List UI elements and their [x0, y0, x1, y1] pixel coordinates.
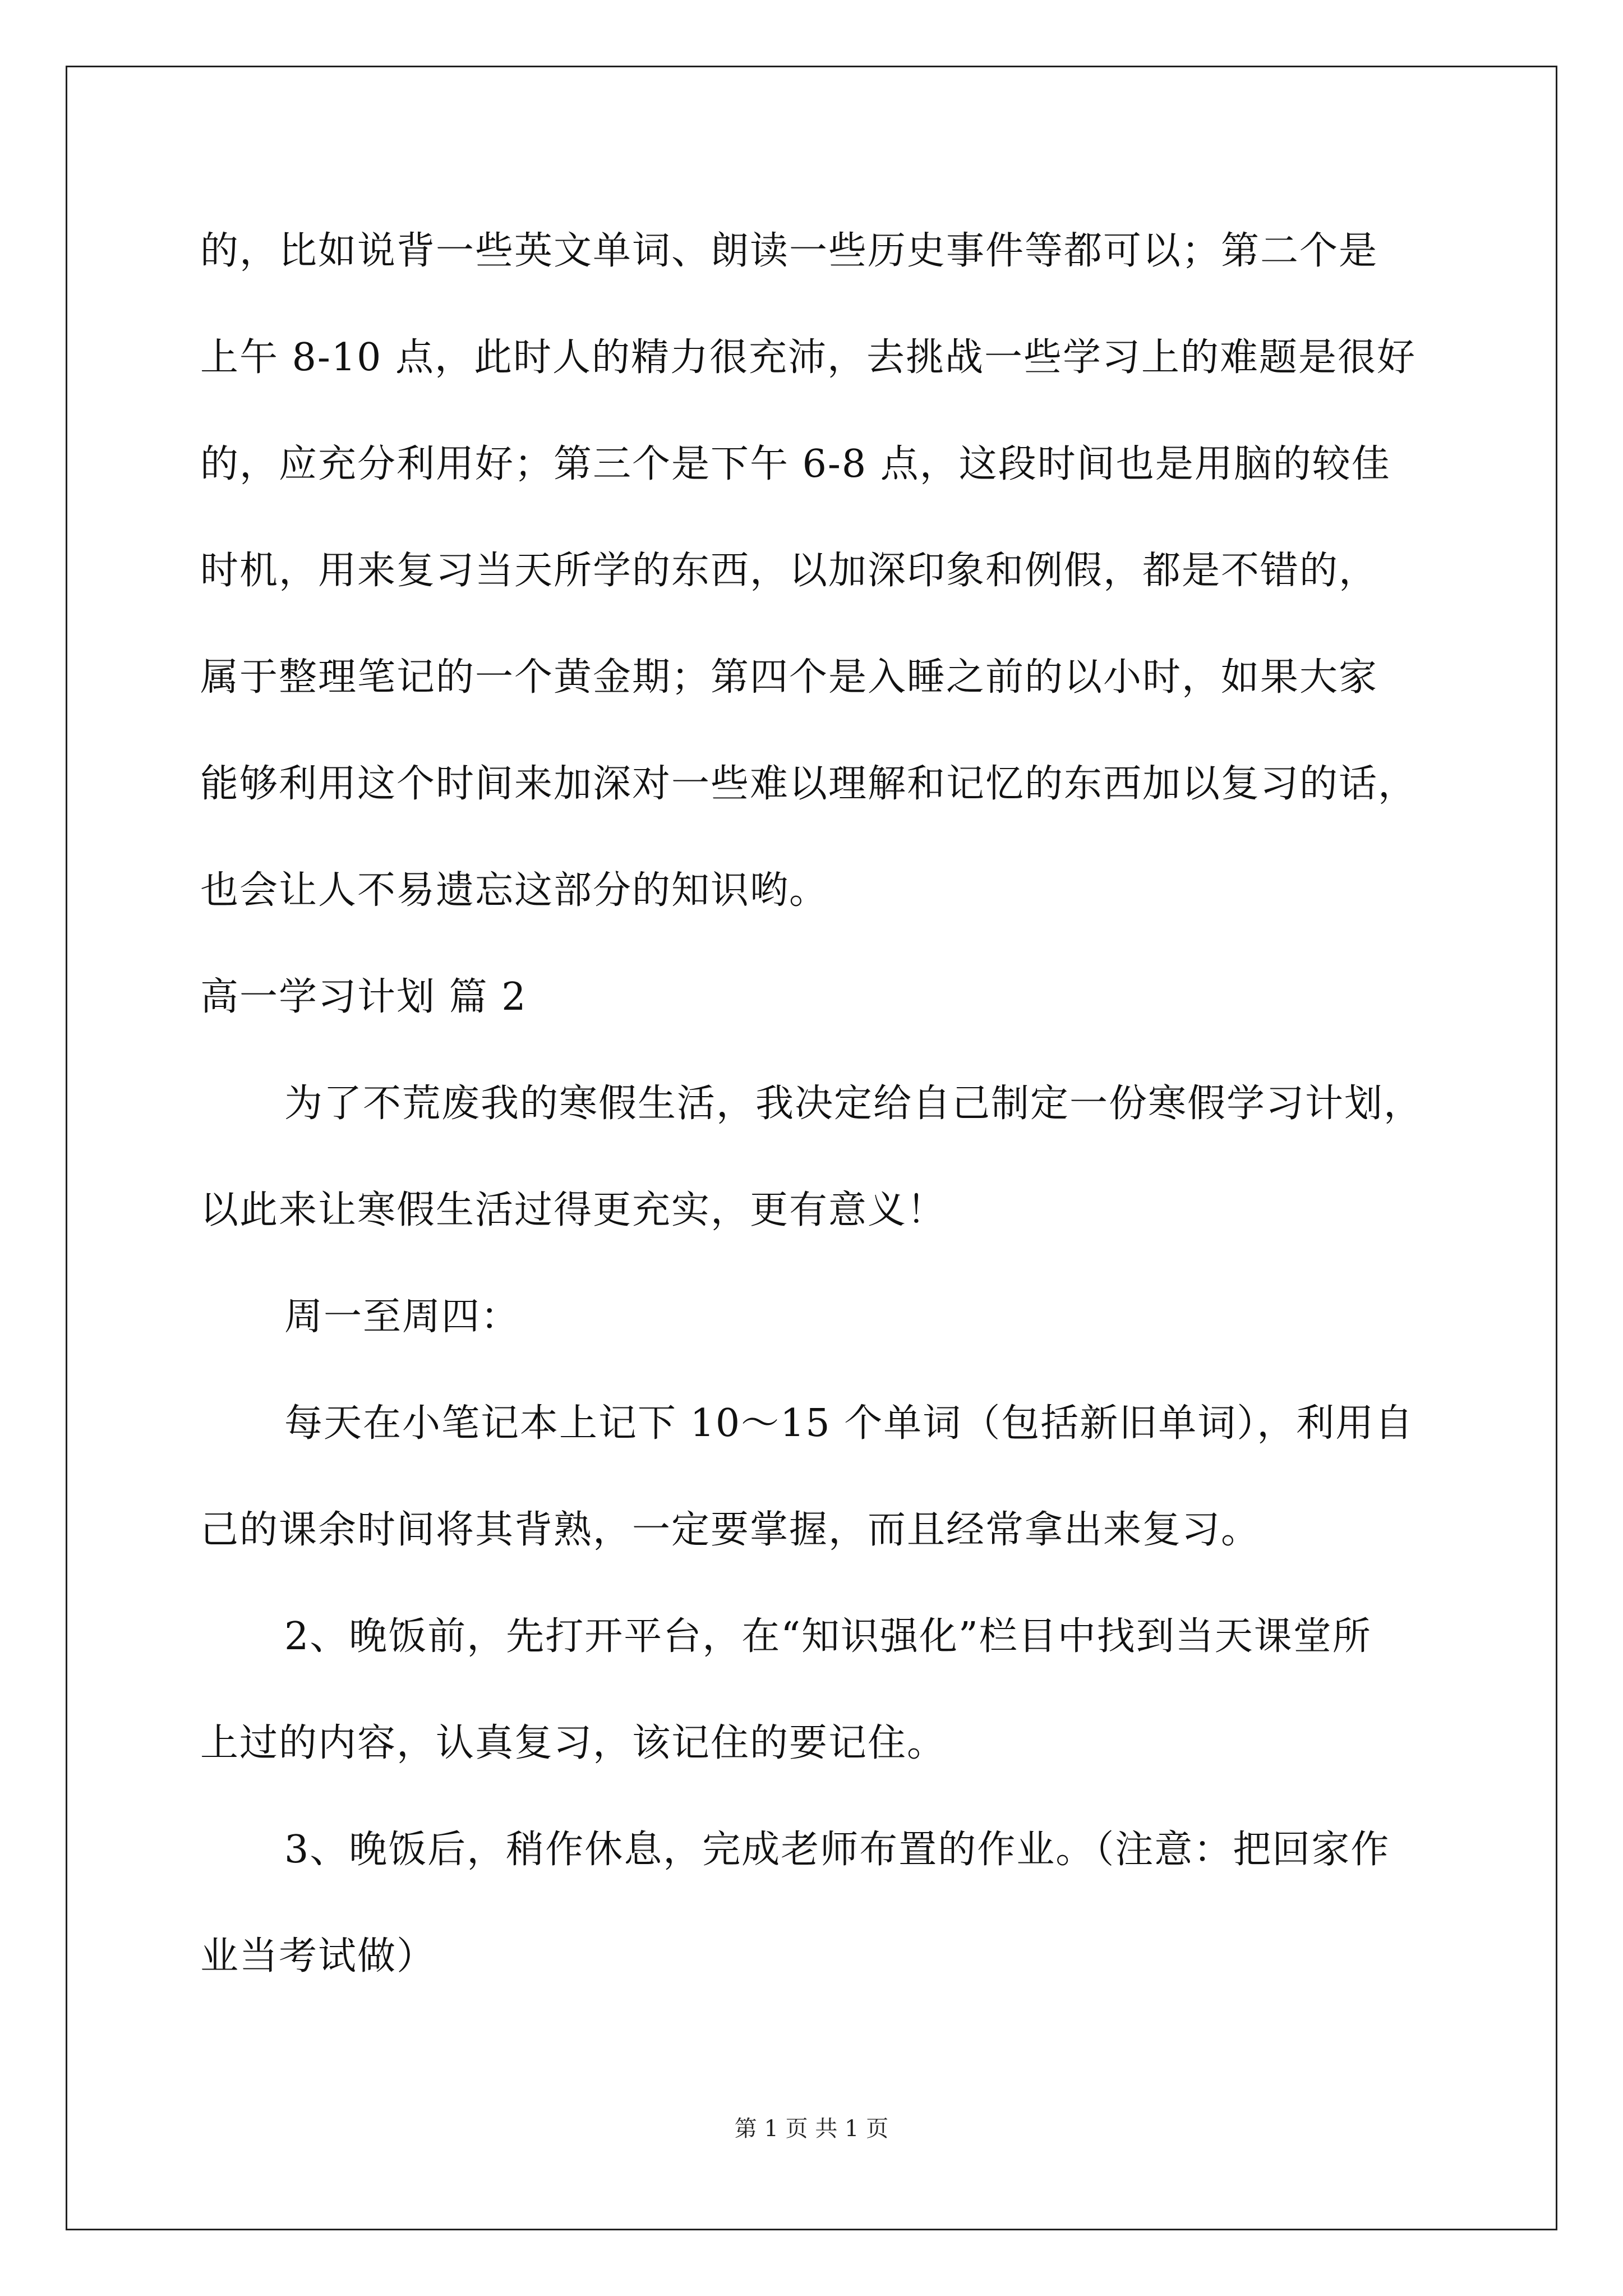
text-line: 上午 8-10 点，此时人的精力很充沛，去挑战一些学习上的难题是很好: [200, 335, 1417, 380]
text-line: 也会让人不易遗忘这部分的知识哟。: [200, 868, 829, 913]
text-line: 能够利用这个时间来加深对一些难以理解和记忆的东西加以复习的话，: [200, 762, 1418, 806]
text-line: 的，应充分利用好；第三个是下午 6-8 点，这段时间也是用脑的较佳: [200, 442, 1391, 486]
paragraph-line: 业当考试做）: [200, 1934, 436, 1978]
paragraph-line: 上过的内容，认真复习，该记住的要记住。: [200, 1721, 947, 1765]
paragraph-line: 以此来让寒假生活过得更充实，更有意义！: [200, 1188, 947, 1232]
paragraph-line: 每天在小笔记本上记下 10～15 个单词（包括新旧单词），利用自: [284, 1401, 1414, 1446]
page-border: [66, 66, 1557, 2230]
paragraph-line: 为了不荒废我的寒假生活，我决定给自己制定一份寒假学习计划，: [284, 1082, 1423, 1126]
paragraph-line: 己的课余时间将其背熟，一定要掌握，而且经常拿出来复习。: [200, 1508, 1261, 1552]
text-line: 属于整理笔记的一个黄金期；第四个是入睡之前的以小时，如果大家: [200, 655, 1378, 700]
section-title: 高一学习计划 篇 2: [200, 975, 527, 1019]
paragraph-line: 3、晚饭后，稍作休息，完成老师布置的作业。（注意：把回家作: [284, 1828, 1390, 1872]
text-line: 的，比如说背一些英文单词、朗读一些历史事件等都可以；第二个是: [200, 229, 1378, 273]
paragraph-line: 周一至周四：: [284, 1295, 520, 1339]
paragraph-line: 2、晚饭前，先打开平台，在“知识强化”栏目中找到当天课堂所: [284, 1614, 1372, 1659]
text-line: 时机，用来复习当天所学的东西，以加深印象和例假，都是不错的，: [200, 549, 1378, 593]
page-footer: 第 1 页 共 1 页: [734, 2116, 889, 2142]
